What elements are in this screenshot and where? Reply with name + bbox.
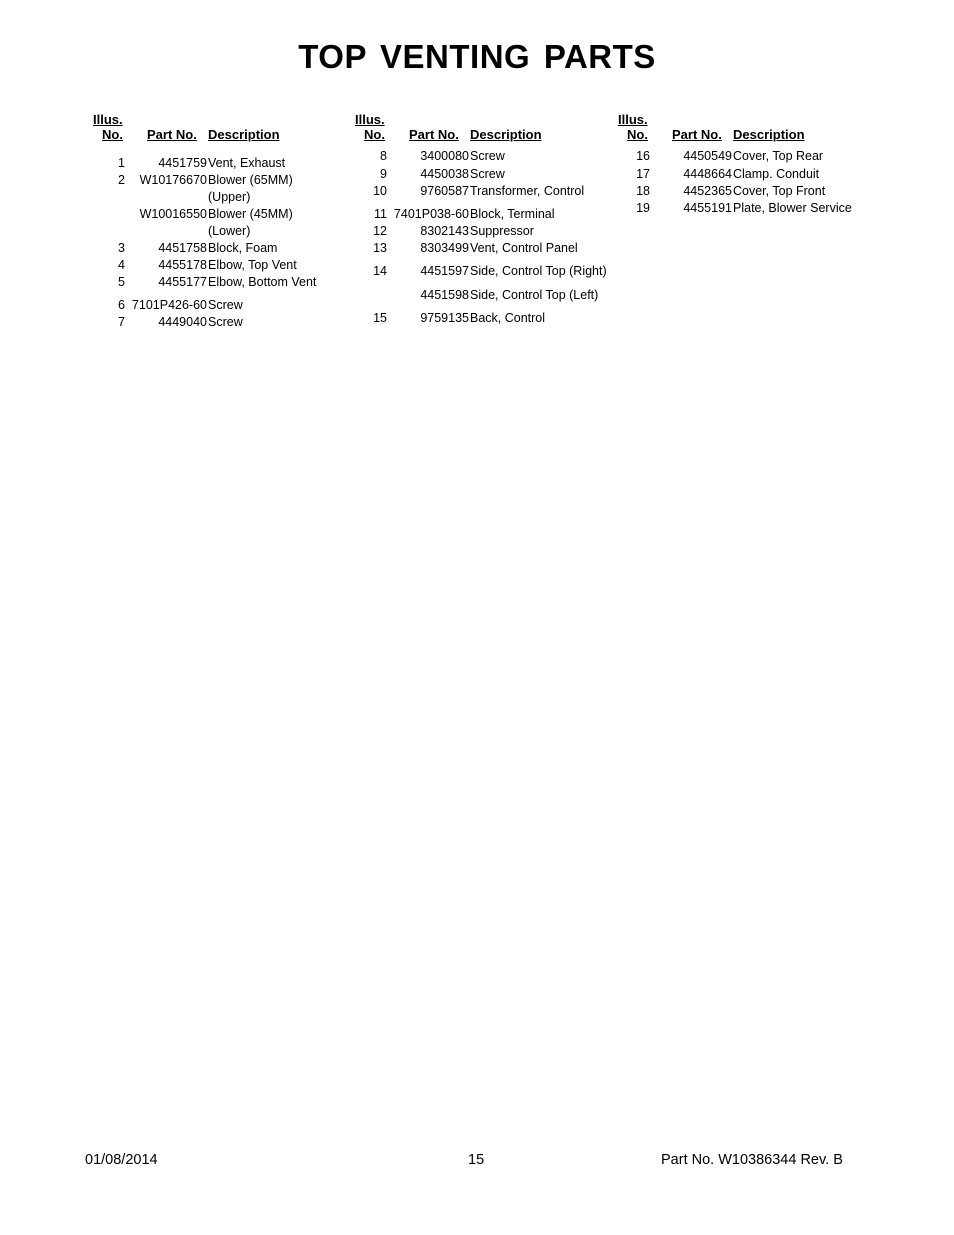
part-description: Cover, Top Rear	[733, 149, 824, 163]
part-description: Cover, Top Front	[733, 184, 826, 198]
part-description: Screw	[470, 167, 505, 181]
illus-number: 16	[636, 149, 650, 163]
part-description: Block, Foam	[208, 241, 278, 255]
illus-number: 1	[118, 156, 125, 170]
illus-number: 11	[374, 207, 387, 221]
illus-number: 18	[636, 184, 650, 198]
part-description: Screw	[208, 298, 243, 312]
illus-number: 13	[373, 241, 387, 255]
illus-number: 8	[380, 149, 387, 163]
part-number: 9759135	[420, 311, 469, 325]
header-no: No.	[627, 127, 648, 142]
illus-number: 17	[636, 167, 650, 181]
part-description: Screw	[208, 315, 243, 329]
part-number: 7101P426-60	[131, 298, 207, 312]
header-illus: Illus.	[93, 112, 123, 127]
part-number: 4451758	[158, 241, 207, 255]
part-description: Blower (45MM)	[208, 207, 293, 221]
part-description: Back, Control	[470, 311, 546, 325]
illus-number: 15	[373, 311, 387, 325]
page-title: TOP VENTING PARTS	[298, 38, 656, 75]
footer-date: 01/08/2014	[85, 1152, 158, 1168]
illus-number: 3	[118, 241, 125, 255]
header-illus: Illus.	[618, 112, 648, 127]
illus-number: 12	[373, 224, 387, 238]
header-no: No.	[364, 127, 385, 142]
part-number: 4451759	[158, 156, 207, 170]
part-number: 7401P038-60	[393, 207, 469, 221]
part-number: W10176670	[139, 173, 207, 187]
header-part-no: Part No.	[672, 127, 722, 142]
illus-number: 14	[373, 264, 387, 278]
illus-number: 10	[373, 184, 387, 198]
part-description: Blower (65MM)	[208, 173, 293, 187]
part-number: 4455178	[158, 258, 207, 272]
part-number: W10016550	[139, 207, 207, 221]
illus-number: 2	[118, 173, 125, 187]
part-description: (Upper)	[208, 190, 251, 204]
header-part-no: Part No.	[409, 127, 459, 142]
part-number: 4450549	[683, 149, 732, 163]
illus-number: 19	[636, 201, 650, 215]
part-number: 8302143	[420, 224, 469, 238]
illus-number: 6	[118, 298, 125, 312]
part-description: Side, Control Top (Right)	[470, 264, 607, 278]
part-description: Vent, Control Panel	[470, 241, 578, 255]
header-illus: Illus.	[355, 112, 385, 127]
part-description: Screw	[470, 149, 505, 163]
part-number: 4452365	[683, 184, 732, 198]
part-number: 4448664	[683, 167, 732, 181]
part-description: (Lower)	[208, 224, 251, 238]
part-description: Elbow, Bottom Vent	[208, 275, 317, 289]
header-no: No.	[102, 127, 123, 142]
header-description: Description	[733, 127, 805, 142]
illus-number: 9	[380, 167, 387, 181]
part-description: Side, Control Top (Left)	[470, 288, 599, 302]
part-number: 4451598	[420, 288, 469, 302]
illus-number: 7	[118, 315, 125, 329]
illus-number: 4	[118, 258, 125, 272]
part-description: Elbow, Top Vent	[208, 258, 297, 272]
part-number: 4455177	[158, 275, 207, 289]
part-description: Suppressor	[470, 224, 534, 238]
header-part-no: Part No.	[147, 127, 197, 142]
footer-page-number: 15	[468, 1152, 485, 1168]
part-number: 9760587	[420, 184, 469, 198]
part-description: Transformer, Control	[470, 184, 585, 198]
footer-part-number: Part No. W10386344 Rev. B	[661, 1152, 843, 1168]
part-description: Vent, Exhaust	[208, 156, 286, 170]
part-number: 8303499	[420, 241, 469, 255]
part-number: 3400080	[420, 149, 469, 163]
part-number: 4455191	[683, 201, 732, 215]
header-description: Description	[470, 127, 542, 142]
part-number: 4451597	[420, 264, 469, 278]
header-description: Description	[208, 127, 280, 142]
illus-number: 5	[118, 275, 125, 289]
part-number: 4449040	[158, 315, 207, 329]
part-description: Plate, Blower Service	[733, 201, 852, 215]
part-number: 4450038	[420, 167, 469, 181]
part-description: Clamp. Conduit	[733, 167, 820, 181]
part-description: Block, Terminal	[470, 207, 555, 221]
